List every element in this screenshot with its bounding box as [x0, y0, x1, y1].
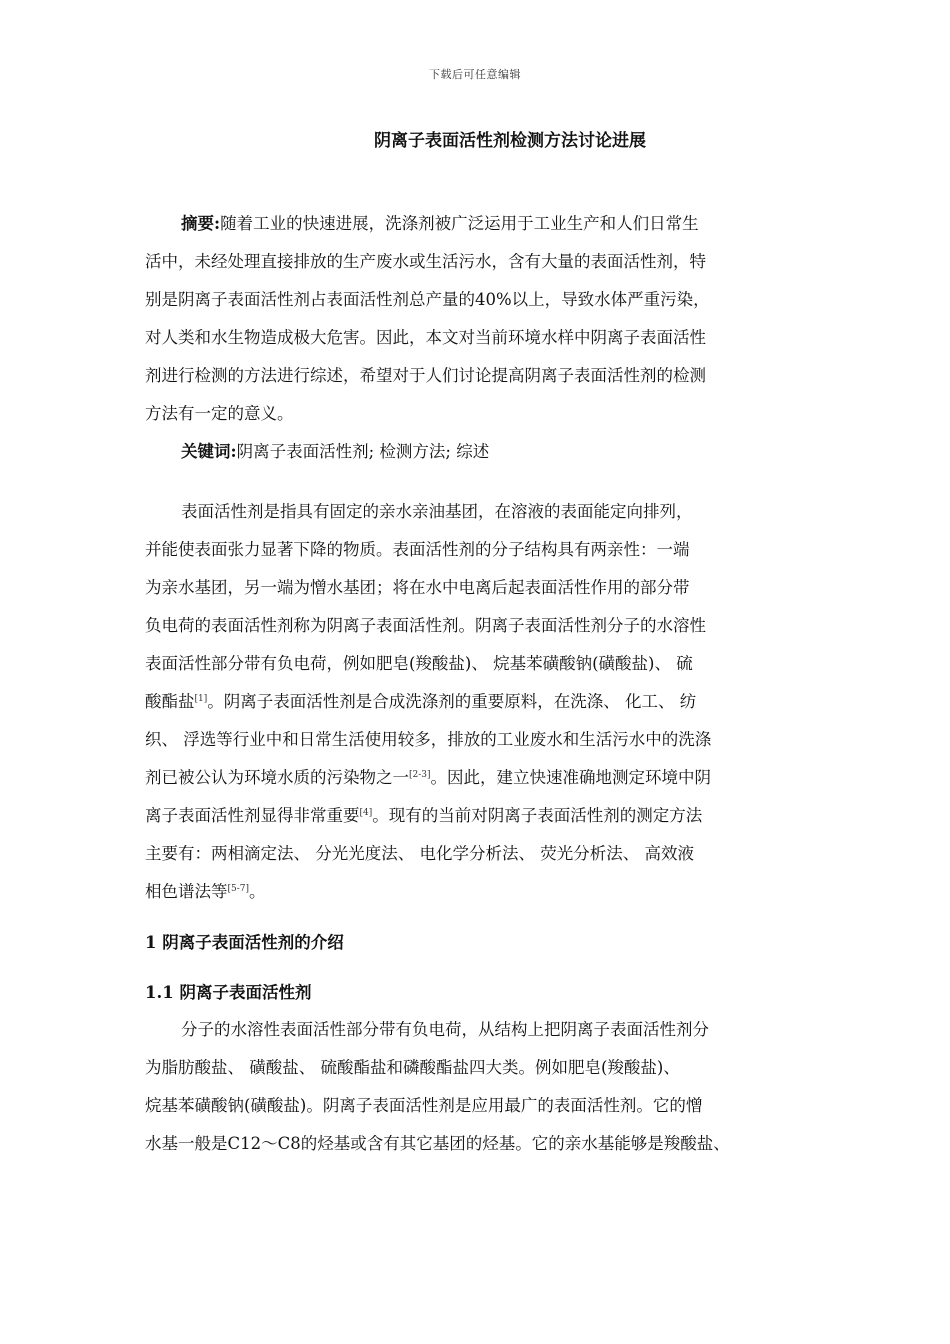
- spacer: [145, 911, 825, 922]
- intro-line: 表面活性剂是指具有固定的亲水亲油基团，在溶液的表面能定向排列，: [181, 502, 693, 521]
- abstract-line: 方法有一定的意义。: [145, 404, 294, 423]
- section-line: 烷基苯磺酸钠(磺酸盐)。阴离子表面活性剂是应用最广的表面活性剂。它的憎: [145, 1096, 703, 1115]
- abstract-line: 别是阴离子表面活性剂占表面活性剂总产量的40%以上，导致水体严重污染，: [145, 290, 710, 309]
- intro-line: [145, 759, 825, 797]
- spacer: [145, 964, 825, 975]
- abstract-label: 摘要:: [181, 214, 221, 233]
- abstract-text: 随着工业的快速进展，洗涤剂被广泛运用于工业生产和人们日常生: [220, 214, 699, 233]
- intro-line: [145, 873, 825, 911]
- page-header: 下载后可任意编辑: [429, 68, 521, 81]
- intro-line: 主要有：两相滴定法、 分光光度法、 电化学分析法、 荧光分析法、 高效液: [145, 844, 694, 863]
- intro-text: 剂已被公认为环境水质的污染物之一: [145, 768, 409, 787]
- section-line: 分子的水溶性表面活性部分带有负电荷，从结构上把阴离子表面活性剂分: [181, 1020, 709, 1039]
- document-body: [145, 205, 825, 1163]
- section-line: 水基一般是C12～C8的烃基或含有其它基团的烃基。它的亲水基能够是羧酸盐、: [145, 1134, 730, 1153]
- abstract-line: 活中，未经处理直接排放的生产废水或生活污水，含有大量的表面活性剂，特: [145, 252, 706, 271]
- intro-line: 并能使表面张力显著下降的物质。表面活性剂的分子结构具有两亲性：一端: [145, 540, 690, 559]
- section-line: 为脂肪酸盐、 磺酸盐、 硫酸酯盐和磷酸酯盐四大类。例如肥皂(羧酸盐)、: [145, 1058, 680, 1077]
- abstract-line: 剂进行检测的方法进行综述，希望对于人们讨论提高阴离子表面活性剂的检测: [145, 366, 706, 385]
- intro-text: 。阴离子表面活性剂是合成洗涤剂的重要原料，在洗涤、 化工、 纺: [207, 692, 697, 711]
- intro-line: 织、 浮选等行业中和日常生活使用较多，排放的工业废水和生活污水中的洗涤: [145, 730, 712, 749]
- spacer: [145, 471, 825, 493]
- keywords-text: 阴离子表面活性剂; 检测方法; 综述: [236, 442, 490, 461]
- intro-line: 表面活性部分带有负电荷，例如肥皂(羧酸盐)、 烷基苯磺酸钠(磺酸盐)、 硫: [145, 654, 693, 673]
- section-heading: 1 阴离子表面活性剂的介绍: [145, 933, 344, 952]
- document-title: 阴离子表面活性剂检测方法讨论进展: [374, 131, 646, 151]
- intro-line: [145, 683, 825, 721]
- intro-line: 为亲水基团，另一端为憎水基团；将在水中电离后起表面活性作用的部分带: [145, 578, 690, 597]
- citation-ref: [1]: [194, 694, 208, 704]
- keywords-line: [145, 433, 825, 471]
- citation-ref: [2-3]: [409, 770, 431, 780]
- intro-text: 。因此，建立快速准确地测定环境中阴: [430, 768, 712, 787]
- keywords-label: 关键词:: [181, 442, 237, 461]
- intro-text: 。: [249, 882, 266, 901]
- citation-ref: [5-7]: [227, 884, 250, 894]
- subsection-heading: 1.1 阴离子表面活性剂: [145, 983, 312, 1002]
- intro-text: 。现有的当前对阴离子表面活性剂的测定方法: [372, 806, 703, 825]
- abstract-line: [145, 205, 825, 243]
- intro-text: 相色谱法等: [145, 882, 228, 901]
- intro-line: [145, 797, 825, 835]
- intro-line: 负电荷的表面活性剂称为阴离子表面活性剂。阴离子表面活性剂分子的水溶性: [145, 616, 706, 635]
- intro-text: 离子表面活性剂显得非常重要: [145, 806, 360, 825]
- abstract-line: 对人类和水生物造成极大危害。因此，本文对当前环境水样中阴离子表面活性: [145, 328, 706, 347]
- intro-text: 酸酯盐: [145, 692, 195, 711]
- citation-ref: [4]: [359, 808, 373, 818]
